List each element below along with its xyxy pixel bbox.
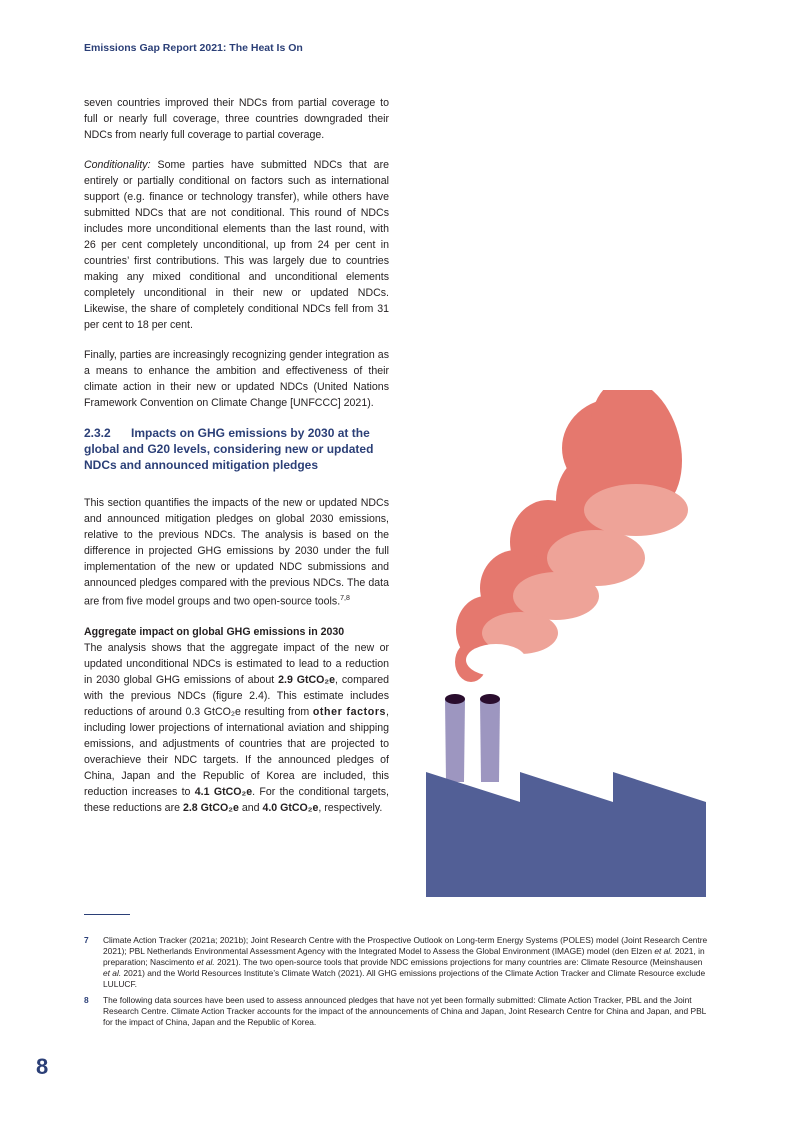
- section-title: Impacts on GHG emissions by 2030 at the global and G20 levels, considering new or updated NDCs and announced mitigation pledges: [84, 426, 374, 472]
- paragraph-conditionality: Conditionality: Some parties have submitted NDCs that are entirely or partially conditional on factors such as international support (e.g. finance or technology transfer), while others have submitted NDCs that are not conditional. This round of NDCs includes more unconditional elements than the last round, with 26 per cent completely unconditional, up from 24 per cent in countries’ first contributions. This was largely due to countries making any mixed conditional and unconditional elements completely unconditional in their new or updated NDCs. Likewise, the share of completely conditional NDCs fell from 31 per cent to 18 per cent.: [84, 159, 389, 331]
- footnote-divider: [84, 914, 130, 915]
- conditionality-label: Conditionality:: [84, 159, 151, 171]
- value-4-1: 4.1 GtCO₂e: [194, 785, 253, 798]
- value-2-9: 2.9 GtCO₂e: [278, 673, 336, 686]
- smoke-light-puff: [584, 484, 688, 536]
- footnote-ref[interactable]: 7,8: [340, 595, 350, 602]
- footnote-8: 8 The following data sources have been used to assess announced pledges that have not yet been formally submitted: Climate Action Tracker, PBL and the Joint Research Centre. Climate Action Tracker accounts for the impact of the announcements of China and Japan, Joint Research Centre for China and Japan, and PBL for the impact of China, Japan and the Republic of Korea.: [84, 995, 707, 1027]
- paragraph-aggregate-impact: Aggregate impact on global GHG emissions in 2030 The analysis shows that the aggregate impact of the new or updated unconditional NDCs is estimated to lead to a reduction in 2030 global GHG emissions of about 2.9 GtCO₂e, compared with the previous NDCs (figure 2.4). This estimate includes reductions of around 0.3 GtCO₂e resulting from other factors, including lower projections of international aviation and shipping emissions, and adjustments of countries that are projected to overachieve their NDC targets. If the announced pledges of China, Japan and the Republic of Korea are included, this reduction increases to 4.1 GtCO₂e. For the conditional targets, these reductions are 2.8 GtCO₂e and 4.0 GtCO₂e, respectively.: [84, 625, 389, 814]
- section-number: 2.3.2: [84, 426, 111, 440]
- paragraph-gender: Finally, parties are increasingly recognizing gender integration as a means to enhance the ambition and effectiveness of their climate action in their new or updated NDCs (United Nations Framework Convention on Climate Change [UNFCCC] 2021).: [84, 349, 389, 409]
- chimney-top-right: [480, 694, 500, 704]
- page-number: 8: [36, 1054, 49, 1079]
- paragraph-quantification: This section quantifies the impacts of the new or updated NDCs and announced mitigation pledges on global 2030 emissions, relative to the previous NDCs. The analysis is based on the difference in projected GHG emissions by 2030 under the full implementation of the new or updated NDC submissions and announced pledges compared with the previous NDCs. The data are from five model groups and two open-source tools.$^{7,8}$: [84, 497, 389, 608]
- section-heading: [84, 425, 389, 473]
- factory-building: [426, 772, 706, 897]
- chimney-top-left: [445, 694, 465, 704]
- footnote-number: 8: [84, 995, 89, 1005]
- aggregate-impact-heading: Aggregate impact on global GHG emissions in 2030: [84, 625, 345, 638]
- chimney-left: [445, 699, 465, 782]
- chimneys: [445, 694, 500, 782]
- other-factors-emphasis: other factors: [312, 705, 387, 718]
- main-text-column: [84, 95, 389, 816]
- factory-smoke-illustration: [424, 390, 710, 898]
- paragraph-coverage: seven countries improved their NDCs from partial coverage to full or nearly full coverage, three countries downgraded their NDCs from nearly full coverage to partial coverage.: [84, 97, 389, 141]
- footnotes: [84, 935, 710, 1033]
- running-header: Emissions Gap Report 2021: The Heat Is On: [84, 42, 303, 54]
- value-2-8: 2.8 GtCO₂e: [182, 801, 239, 814]
- smoke-plume: [455, 390, 696, 682]
- smoke-hollow: [466, 644, 526, 676]
- value-4-0: 4.0 GtCO₂e: [262, 801, 319, 814]
- footnote-number: 7: [84, 935, 89, 945]
- footnote-7: 7 Climate Action Tracker (2021a; 2021b); Joint Research Centre with the Prospective Outlook on Long-term Energy Systems (POLES) model (Joint Research Centre 2021); PBL Netherlands Environmental Assessment Agency with the Integrated Model to Assess the Global Environment (IMAGE) model (den Elzen et al. 2021, in preparation; Nascimento et al. 2021). The two open-source tools that provide NDC emissions projections for many countries are: Climate Resource (Meinshausen et al. 2021) and the World Resources Institute’s Climate Watch (2021). All GHG emissions projections of the Climate Action Tracker and Climate Resource exclude LULUCF.: [84, 935, 708, 989]
- chimney-right: [480, 699, 500, 782]
